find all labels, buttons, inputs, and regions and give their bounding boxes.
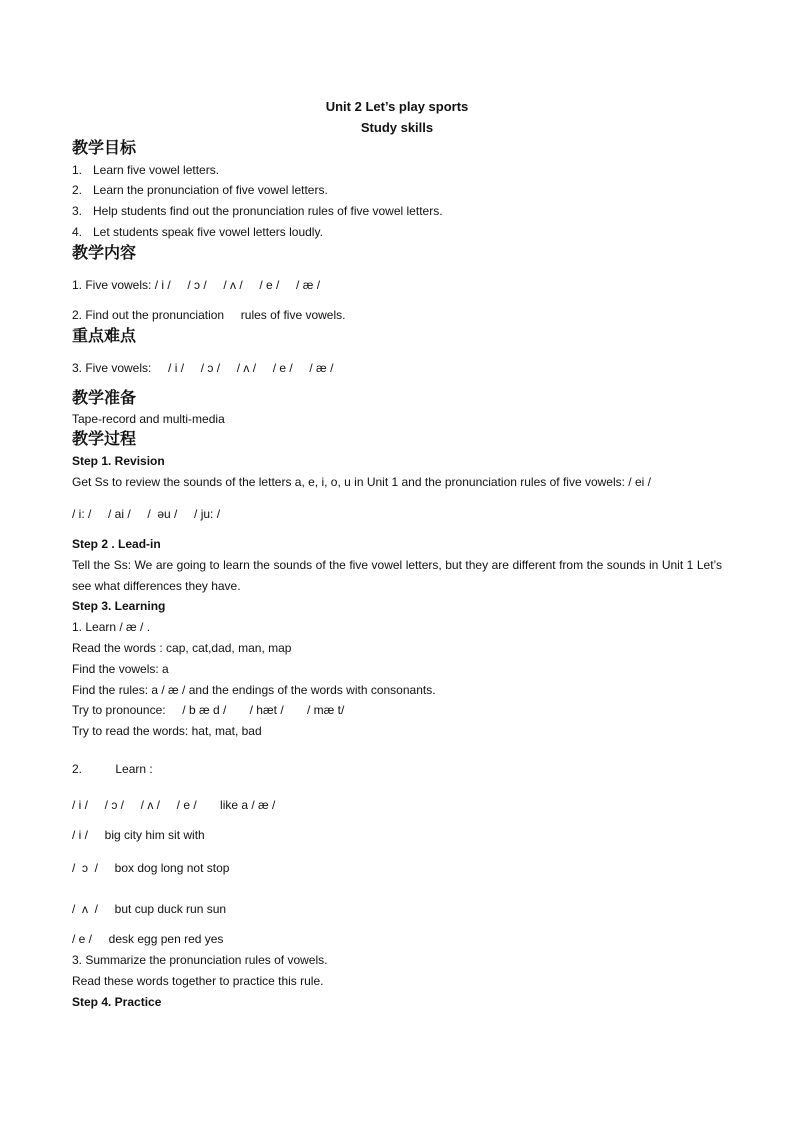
content-vowels-line: 1. Five vowels: / i / / ɔ / / ʌ / / e / / æ / (72, 278, 321, 292)
step1-text: Get Ss to review the sounds of the letters a, e, i, o, u in Unit 1 and the pronunciation rules of five vowels: / ei / (72, 475, 651, 489)
step3-line: Find the rules: a / æ / and the endings of the words with consonants. (72, 683, 436, 697)
learn2-label: 2. Learn : (72, 762, 153, 776)
step1-sounds: / i: / / ai / / əu / / ju: / (72, 507, 221, 521)
heading-content: 教学内容 (72, 243, 137, 262)
objective-item: 4. Let students speak five vowel letters loudly. (72, 225, 323, 239)
words-o: / ɔ / box dog long not stop (72, 861, 230, 875)
preparation-text: Tape-record and multi-media (72, 412, 225, 426)
words-e: / e / desk egg pen red yes (72, 932, 224, 946)
step2-title: Step 2 . Lead-in (72, 537, 161, 551)
summary-line: Read these words together to practice this rule. (72, 974, 324, 988)
step3-line: Try to read the words: hat, mat, bad (72, 724, 262, 738)
step2-text: Tell the Ss: We are going to learn the sounds of the five vowel letters, but they are different from the sounds in Unit 1 Let’s see what differences they have. (72, 558, 722, 593)
document-title: Unit 2 Let’s play sports (325, 99, 469, 114)
step3-line: Find the vowels: a (72, 662, 169, 676)
heading-keypoints: 重点难点 (72, 326, 137, 345)
document-subtitle: Study skills (360, 120, 434, 135)
objective-item: 3. Help students find out the pronunciation rules of five vowel letters. (72, 204, 443, 218)
objective-item: 2. Learn the pronunciation of five vowel letters. (72, 183, 328, 197)
objective-item: 1. Learn five vowel letters. (72, 163, 220, 177)
step3-line: Read the words : cap, cat,dad, man, map (72, 641, 292, 655)
words-i: / i / big city him sit with (72, 828, 205, 842)
summary-line: 3. Summarize the pronunciation rules of vowels. (72, 953, 328, 967)
learn2-sounds: / i / / ɔ / / ʌ / / e / like a / æ / (72, 798, 276, 812)
keypoints-vowels-line: 3. Five vowels: / i / / ɔ / / ʌ / / e / / æ / (72, 361, 334, 375)
words-u: / ʌ / but cup duck run sun (72, 902, 227, 916)
heading-objectives: 教学目标 (72, 138, 137, 157)
step3-title: Step 3. Learning (72, 599, 166, 613)
step3-line: Try to pronounce: / b æ d / / hæt / / mæ t/ (72, 703, 345, 717)
content-rules-line: 2. Find out the pronunciation rules of five vowels. (72, 308, 346, 322)
step1-title: Step 1. Revision (72, 454, 165, 468)
heading-preparation: 教学准备 (72, 388, 137, 407)
step3-line: 1. Learn / æ / . (72, 620, 151, 634)
step4-title: Step 4. Practice (72, 995, 162, 1009)
heading-process: 教学过程 (72, 429, 137, 448)
